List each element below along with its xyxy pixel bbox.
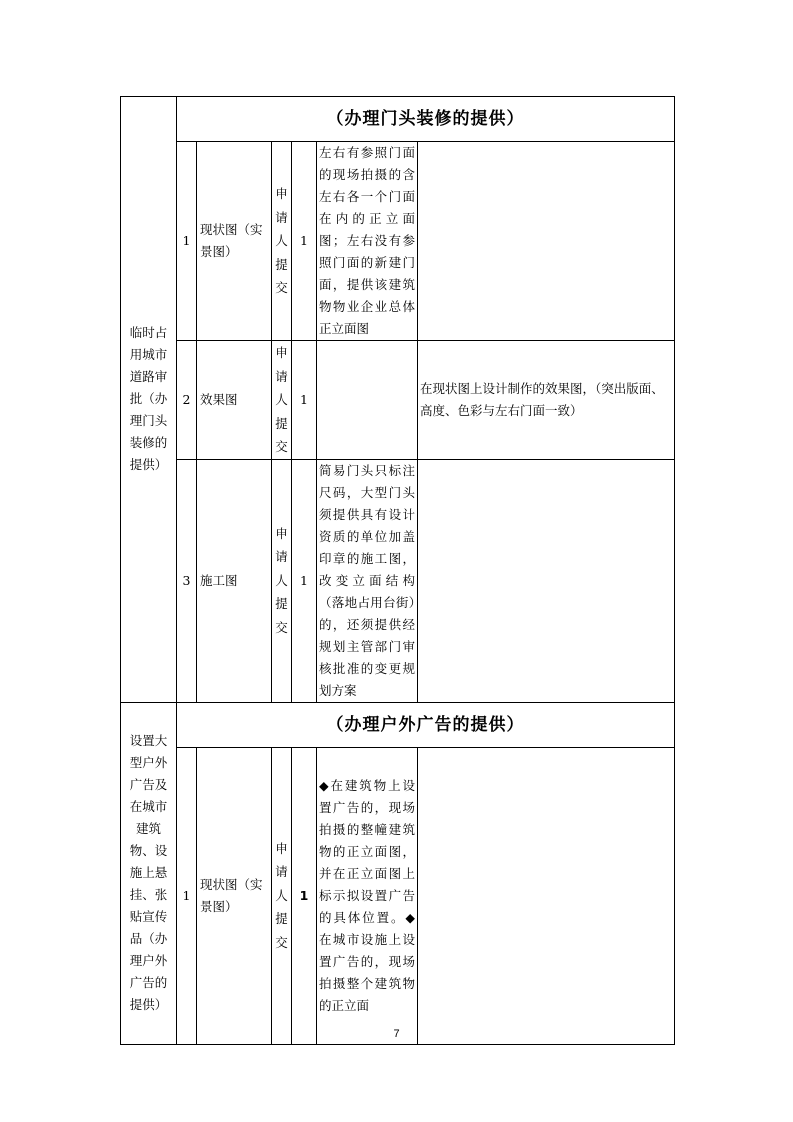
submitter: 申请人提交 xyxy=(275,186,288,296)
note: 在现状图上设计制作的效果图，（突出版面、高度、色彩与左右门面一致） xyxy=(418,341,675,460)
submitter: 申请人提交 xyxy=(275,345,288,454)
material-name: 现状图（实景图） xyxy=(197,747,272,1044)
note xyxy=(418,747,675,1044)
row-number: 2 xyxy=(177,341,197,460)
copy-count: 1 xyxy=(292,341,317,460)
requirement xyxy=(317,341,418,460)
submitter-cell xyxy=(272,142,292,341)
submitter: 申请人提交 xyxy=(275,525,288,635)
material-name: 效果图 xyxy=(197,341,272,460)
table-row xyxy=(121,459,675,702)
material-name: 施工图 xyxy=(197,459,272,702)
section1-category: 临时占用城市道路审批（办理门头装修的提供） xyxy=(129,325,168,473)
row-number: 1 xyxy=(177,142,197,341)
submitter-cell xyxy=(272,747,292,1044)
section2-header: （办理户外广告的提供） xyxy=(177,702,675,747)
copy-count: 1 xyxy=(292,459,317,702)
row-number: 1 xyxy=(177,747,197,1044)
submitter: 申请人提交 xyxy=(275,840,288,950)
requirement: 左右有参照门面的现场拍摄的含左右各一个门面在内的正立面图；左右没有参照门面的新建门面，提供该建筑物物业企业总体正立面图 xyxy=(317,142,418,341)
note xyxy=(418,142,675,341)
section2-category-cell xyxy=(121,702,177,1044)
copy-count: 1 xyxy=(292,747,317,1044)
table-row xyxy=(121,341,675,460)
materials-table xyxy=(120,96,675,1045)
requirement: 简易门头只标注尺码，大型门头须提供具有设计资质的单位加盖印章的施工图，改变立面结构（落地占用台街）的，还须提供经规划主管部门审核批准的变更规划方案 xyxy=(317,459,418,702)
section1-category-cell xyxy=(121,97,177,703)
note xyxy=(418,459,675,702)
row-number: 3 xyxy=(177,459,197,702)
requirement: ◆在建筑物上设置广告的，现场拍摄的整幢建筑物的正立面图，并在正立面图上标示拟设置广告的具体位置。◆在城市设施上设置广告的，现场拍摄整个建筑物的正立面 xyxy=(317,747,418,1044)
table-row xyxy=(121,142,675,341)
section2-category: 设置大型户外广告及在城市建筑物、设施上悬挂、张贴宣传品（办理户外广告的提供） xyxy=(129,733,168,1012)
table-row xyxy=(121,747,675,1044)
submitter-cell xyxy=(272,341,292,460)
material-name: 现状图（实景图） xyxy=(197,142,272,341)
copy-count: 1 xyxy=(292,142,317,341)
page-number: 7 xyxy=(393,1028,400,1040)
submitter-cell xyxy=(272,459,292,702)
section1-header: （办理门头装修的提供） xyxy=(177,97,675,142)
